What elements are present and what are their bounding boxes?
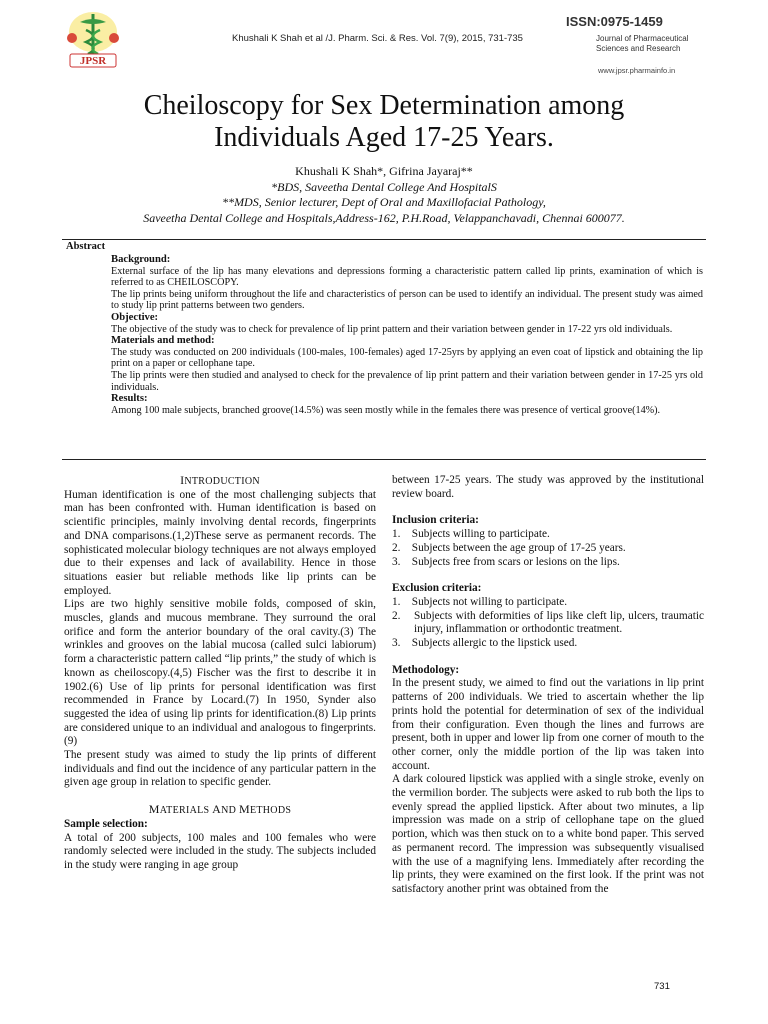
- body-paragraph: A dark coloured lipstick was applied with a single stroke, evenly on the vermilion border. The subjects were asked to rub both the lips to evenly spread the applied lipstick. After about two minutes, a lip impression was made on a strip of cellophane tape on the glued portion, which was then stuck on to a white bond paper. This served as permanent record. The impression was subsequently visualised with the use of a magnifying lens. Immediately after recording the lip prints, they were examined on the first look. If the print was not satisfactory another print was obtained from the: [392, 773, 704, 895]
- abstract-paragraph: Among 100 male subjects, branched groove(14.5%) was seen mostly while in the females there was presence of vertical groove(14%).: [111, 404, 661, 416]
- authors-block: [60, 164, 708, 226]
- body-paragraph: between 17-25 years. The study was approved by the institutional review board.: [392, 474, 704, 500]
- introduction-heading: INTRODUCTION: [180, 473, 260, 487]
- abstract-body: [111, 254, 703, 416]
- journal-name: Journal of Pharmaceutical Sciences and Research: [596, 34, 689, 53]
- list-item: 3. Subjects free from scars or lesions on the lips.: [392, 555, 620, 568]
- abstract-paragraph: The lip prints being uniform throughout the life and characteristics of person can be used to identify an individual. The present study was aimed to study lip print patterns between two genders.: [111, 288, 703, 312]
- abstract-paragraph: External surface of the lip has many elevations and depressions forming a characteristic pattern called lip prints, examination of which is referred to as CHEILOSCOPY.: [111, 265, 703, 289]
- abstract-label: Abstract: [66, 241, 106, 252]
- abstract-methods-heading: Materials and method:: [111, 335, 215, 347]
- list-item: 1. Subjects not willing to participate.: [392, 595, 568, 608]
- list-item: 3. Subjects allergic to the lipstick used.: [392, 637, 578, 650]
- abstract-objective-heading: Objective:: [111, 311, 159, 323]
- journal-logo: [58, 8, 128, 70]
- affiliation-1: *BDS, Saveetha Dental College And HospitalS: [271, 179, 497, 194]
- spacer: [392, 501, 704, 514]
- affiliation-3: Saveetha Dental College and Hospitals,Address-162, P.H.Road, Velappanchavadi, Chennai 600077.: [143, 210, 625, 225]
- abstract-paragraph: The objective of the study was to check for prevalence of lip print pattern and their variation between gender in 17-22 yrs old individuals.: [111, 323, 673, 335]
- affiliation-2: **MDS, Senior lecturer, Dept of Oral and Maxillofacial Pathology,: [222, 195, 546, 209]
- sample-selection-heading: Sample selection:: [64, 817, 148, 830]
- abstract-paragraph: The study was conducted on 200 individuals (100-males, 100-females) aged 17-25yrs by applying an even coat of lipstick and obtaining the lip print on a paper or cellophane tape.: [111, 346, 703, 370]
- page-number: 731: [654, 981, 670, 992]
- spacer: [392, 651, 704, 664]
- svg-text:JPSR: JPSR: [79, 55, 107, 67]
- right-column: [392, 474, 704, 897]
- abstract-top-rule: [62, 239, 706, 240]
- abstract-background-heading: Background:: [111, 254, 171, 265]
- list-item: 2. Subjects between the age group of 17-25 years.: [392, 541, 626, 554]
- body-paragraph: Lips are two highly sensitive mobile folds, composed of skin, muscles, glands and mucous membrane. They surround the oral orifice and form the anterior boundary of the oral cavity.(3) The wrinkles and grooves on the labial mucosa (called sulci labiorum) form a characteristic pattern called “lip prints,” the study of which is known as cheiloscopy.(4,5) Fischer was the first to describe it in 1902.(6) Use of lip prints for personal identification was first recommended in France by Locard.(7) In 1950, Synder also suggested the idea of using lip prints for identification.(8) Lip prints are considered unique to an individual and analogous to fingerprints.(9): [64, 598, 376, 748]
- materials-methods-heading: MATERIALS AND METHODS: [148, 802, 292, 817]
- exclusion-heading: Exclusion criteria:: [392, 582, 482, 595]
- author-names: Khushali K Shah*, Gifrina Jayaraj**: [295, 164, 473, 178]
- running-citation: Khushali K Shah et al /J. Pharm. Sci. & Res. Vol. 7(9), 2015, 731-735: [232, 33, 523, 44]
- abstract-paragraph: The lip prints were then studied and analysed to check for the prevalence of lip print pattern and their variation between gender in 17-25 yrs old individuals.: [111, 369, 703, 393]
- body-paragraph: Human identification is one of the most challenging subjects that man has been confronted with. Human identification is based on scientific principles, mainly involving dental records, fingerprints and DNA comparisons.(1,2)These serve as permanent records. The sophisticated molecular biology techniques are not always employed due to their expenses and lack of availability. Hence in those situations easier but reliable methods like lip prints can be employed.: [64, 488, 376, 597]
- list-item: 2. Subjects with deformities of lips like cleft lip, ulcers, traumatic injury, inflammation or orthodontic treatment.: [392, 609, 704, 636]
- abstract-results-heading: Results:: [111, 393, 148, 405]
- exclusion-list: [392, 596, 704, 651]
- paper-title: Cheiloscopy for Sex Determination among Individuals Aged 17-25 Years.: [143, 90, 625, 153]
- caduceus-logo-icon: [58, 8, 128, 70]
- body-paragraph: The present study was aimed to study the lip prints of different individuals and find out the incidence of any particular pattern in the given age group in relation to specific gender.: [64, 749, 376, 789]
- abstract-bottom-rule: [62, 459, 706, 460]
- body-paragraph: A total of 200 subjects, 100 males and 100 females who were randomly selected were included in the study. The subjects included in the study were ranging in age group: [64, 831, 376, 871]
- methodology-heading: Methodology:: [392, 663, 460, 676]
- issn: ISSN:0975-1459: [566, 14, 663, 29]
- left-column: [64, 474, 376, 873]
- list-item: 1. Subjects willing to participate.: [392, 528, 550, 541]
- journal-url: www.jpsr.pharmainfo.in: [598, 66, 676, 75]
- inclusion-heading: Inclusion criteria:: [392, 514, 479, 527]
- spacer: [392, 569, 704, 582]
- inclusion-list: [392, 528, 704, 569]
- body-paragraph: In the present study, we aimed to find out the variations in lip print patterns of 200 individuals. We tried to ascertain whether the lip prints hold the potential for determination of sex of the individual from their configuration. Even though the lines and furrows are present, both in upper and lower lip from one corner of mouth to the other corner, only the middle portion of the lip was taken into account.: [392, 677, 704, 772]
